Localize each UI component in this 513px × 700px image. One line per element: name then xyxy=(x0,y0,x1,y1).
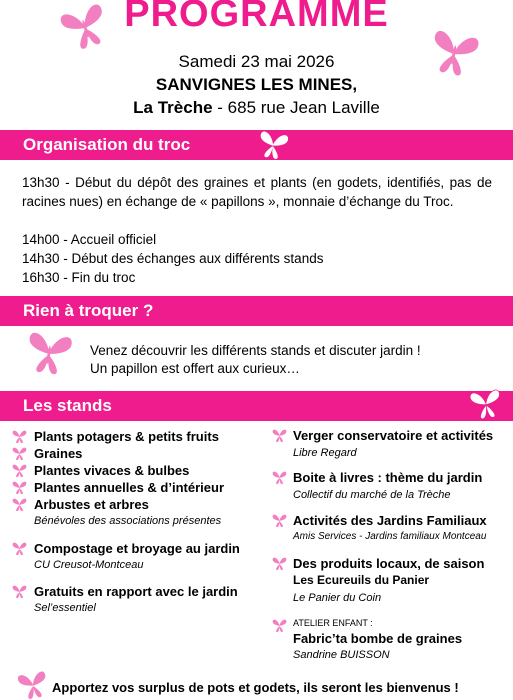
event-address xyxy=(0,98,513,118)
stand-title: Compostage et broyage au jardin xyxy=(34,541,240,556)
butterfly-icon xyxy=(12,497,27,512)
butterfly-icon xyxy=(272,513,287,528)
event-city: SANVIGNES LES MINES, xyxy=(155,75,358,94)
footer-note: Apportez vos surplus de pots et godets, ils seront les bienvenus ! xyxy=(52,680,459,695)
stand-subtitle: Sel’essentiel xyxy=(34,602,96,614)
butterfly-icon xyxy=(272,428,287,443)
stand-subtitle: Amis Services - Jardins familiaux Montceau xyxy=(293,531,487,542)
schedule-line: 16h30 - Fin du troc xyxy=(22,270,136,285)
stand-title: Plants potagers & petits fruits xyxy=(34,429,219,444)
page-title: PROGRAMME xyxy=(124,0,389,35)
butterfly-icon xyxy=(272,556,287,571)
event-date: Samedi 23 mai 2026 xyxy=(178,52,335,71)
butterfly-icon xyxy=(256,128,291,163)
stand-subtitle: Sandrine BUISSON xyxy=(293,649,390,661)
stand-title: Activités des Jardins Familiaux xyxy=(293,513,487,528)
street-address: - 685 rue Jean Laville xyxy=(212,98,380,117)
stand-subtitle: Bénévoles des associations présentes xyxy=(34,515,222,527)
venue-name: La Trèche xyxy=(133,98,213,117)
butterfly-icon xyxy=(425,24,482,83)
stand-title: Boite à livres : thème du jardin xyxy=(293,470,483,485)
rien-line: Un papillon est offert aux curieux… xyxy=(90,361,300,376)
organisation-intro: 13h30 - Début du dépôt des graines et plants (en godets, identifiés, pas de racines nues) en échange de « papillons », monnaie d’échange du Troc. xyxy=(22,175,492,209)
stand-title: Graines xyxy=(34,446,83,461)
stand-title: Des produits locaux, de saison xyxy=(293,556,485,571)
butterfly-icon xyxy=(12,541,27,556)
butterfly-icon xyxy=(272,618,287,633)
schedule-line: 14h30 - Début des échanges aux différents stands xyxy=(22,251,324,266)
stand-title: Verger conservatoire et activités xyxy=(293,428,494,443)
butterfly-icon xyxy=(272,470,287,485)
butterfly-icon xyxy=(23,327,75,379)
section-header-organisation: Organisation du troc xyxy=(0,130,513,160)
butterfly-icon xyxy=(12,463,27,478)
stand-title: Plantes vivaces & bulbes xyxy=(34,463,190,478)
stand-title-secondary: Les Ecureuils du Panier xyxy=(293,573,430,587)
stand-subtitle: CU Creusot-Montceau xyxy=(34,559,144,571)
butterfly-icon xyxy=(12,446,27,461)
stand-label: ATELIER ENFANT : xyxy=(293,618,373,628)
butterfly-icon xyxy=(12,429,27,444)
butterfly-icon xyxy=(12,584,27,599)
butterfly-icon xyxy=(12,480,27,495)
stand-title: Fabric’ta bombe de graines xyxy=(293,631,463,646)
stand-subtitle: Collectif du marché de la Trèche xyxy=(293,489,451,501)
stand-title: Gratuits en rapport avec le jardin xyxy=(34,584,238,599)
butterfly-icon xyxy=(468,386,504,422)
stand-subtitle: Le Panier du Coin xyxy=(293,592,382,604)
section-header-rien: Rien à troquer ? xyxy=(0,296,513,326)
section-header-stands: Les stands xyxy=(0,391,513,421)
rien-line: Venez découvrir les différents stands et discuter jardin ! xyxy=(90,343,421,358)
stand-title: Arbustes et arbres xyxy=(34,497,149,512)
schedule-line: 14h00 - Accueil officiel xyxy=(22,232,157,247)
stand-title: Plantes annuelles & d’intérieur xyxy=(34,480,224,495)
butterfly-icon xyxy=(16,668,51,700)
stand-subtitle: Libre Regard xyxy=(293,447,357,459)
